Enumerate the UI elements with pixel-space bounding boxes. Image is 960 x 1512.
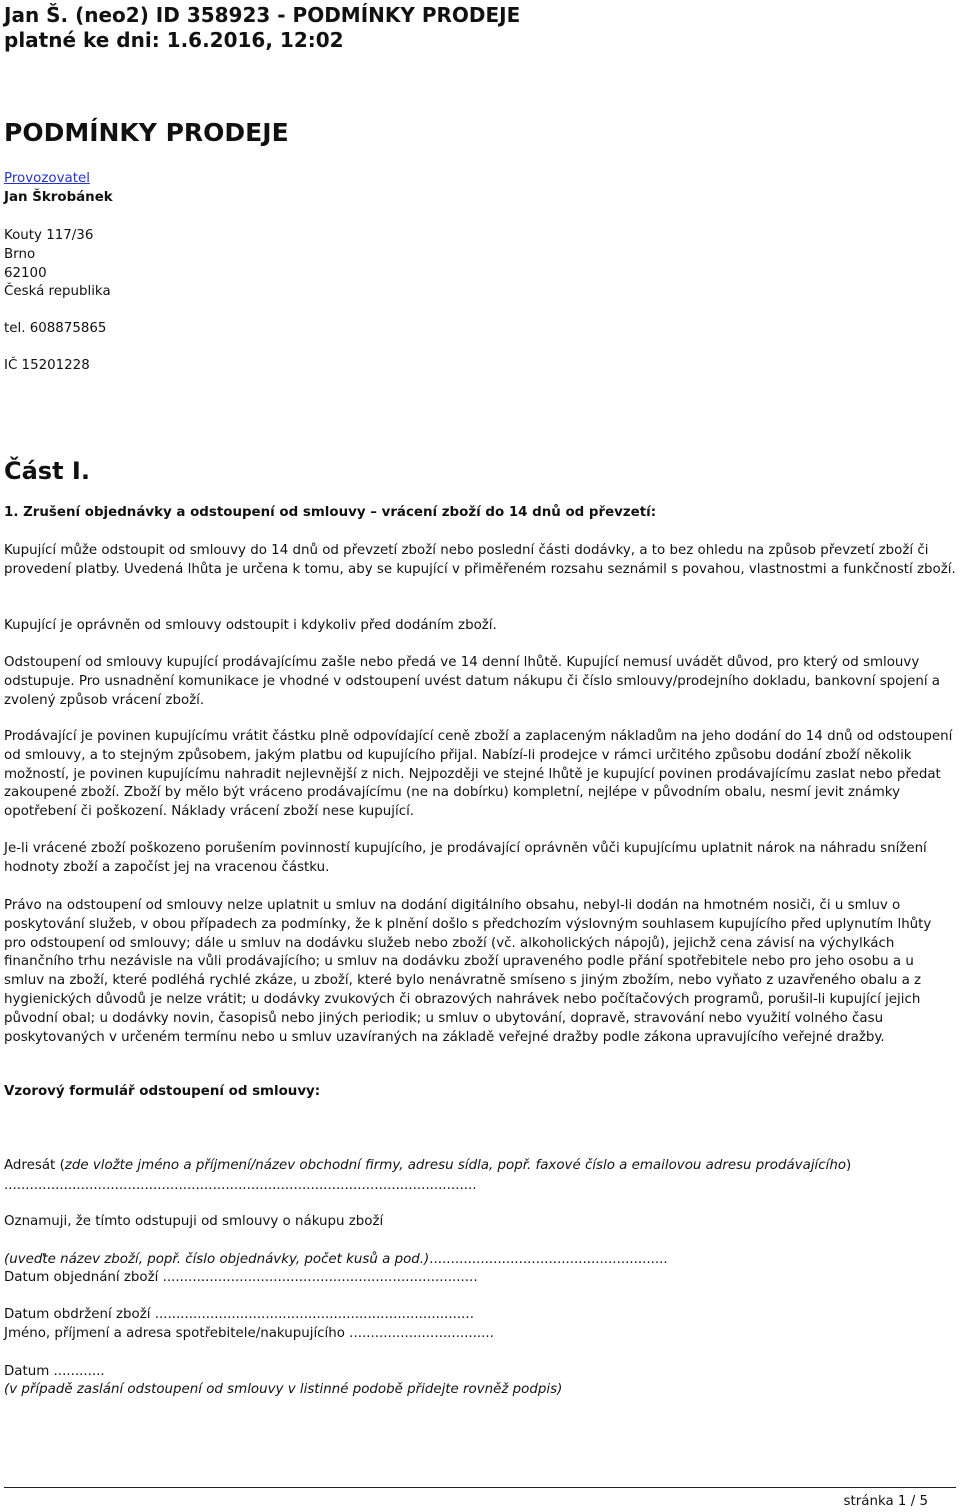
document-page (4, 0, 956, 1512)
paragraph-2: Kupující je oprávněn od smlouvy odstoupit i kdykoliv před dodáním zboží. (4, 618, 497, 633)
form-adresat-line (4, 1157, 851, 1175)
address-country: Česká republika (4, 284, 111, 300)
operator-phone: tel. 608875865 (4, 321, 107, 336)
form-goods-line (4, 1251, 668, 1269)
form-date: Datum ............ (4, 1364, 105, 1379)
adresat-hint: zde vložte jméno a příjmení/název obchodní firmy, adresu sídla, popř. faxové číslo a emailovou adresu prodávajícího (64, 1158, 847, 1173)
form-received-date: Datum obdržení zboží ........................................................................... (4, 1307, 474, 1322)
paragraph-6: Právo na odstoupení od smlouvy nelze uplatnit u smluv na dodání digitálního obsahu, nebyl-li dodán na hmotném nosiči, či u smluv o poskytování služeb, v obou případech za podmínky, že k plnění došlo s předchozím výslovným souhlasem kupujícího před uplynutím lhůty pro odstoupení od smlouvy; dále u smluv na dodávku služeb nebo zboží (vč. alkoholických nápojů), jejichž cena závisí na výchylkách finančního trhu nezávisle na vůli prodávajícího; u smluv na dodávku zboží upraveného podle přání spotřebitele nebo pro jeho osobu a u smluv na zboží, které podléhá rychlé zkáze, u zboží, které bylo nenávratně smíseno s jiným zbožím, nebo vyňato z uzavřeného obalu a z hygienických důvodů je nelze vrátit; u dodávky zvukových či obrazových nahrávek nebo počítačových programů, porušil-li kupující jejich původní obal; u dodávky novin, časopisů nebo jiných periodik; u smluv o ubytování, dopravě, stravování nebo využití volného času poskytovaných v určeném termínu nebo u smluv uzavíraných na základě veřejné dražby podle zákona upravujícího veřejné dražby. (4, 898, 932, 1045)
address-street: Kouty 117/36 (4, 228, 94, 243)
page-number: stránka 1 / 5 (843, 1494, 928, 1509)
paragraph-1: Kupující může odstoupit od smlouvy do 14 dnů od převzetí zboží nebo poslední části dodávky, a to bez ohledu na způsob převzetí zboží či provedení platby. Uvedená lhůta je určena k tomu, aby se kupující v přiměřeném rozsahu seznámil s povahou, vlastnostmi a funkčností zboží. (4, 543, 956, 577)
operator-address (4, 227, 956, 302)
form-heading: Vzorový formulář odstoupení od smlouvy: (4, 1084, 321, 1099)
paragraph-5: Je-li vrácené zboží poškozeno porušením povinností kupujícího, je prodávající oprávněn vůči kupujícímu uplatnit nárok na náhradu snížení hodnoty zboží a započíst jej na vracenou částku. (4, 841, 927, 875)
section-title: 1. Zrušení objednávky a odstoupení od smlouvy – vrácení zboží do 14 dnů od převzetí: (4, 505, 657, 520)
page-title: PODMÍNKY PRODEJE (4, 118, 289, 147)
operator-ico: IČ 15201228 (4, 358, 90, 373)
form-name-address: Jméno, příjmení a adresa spotřebitele/nakupujícího .................................. (4, 1326, 494, 1341)
form-signature-hint: (v případě zaslání odstoupení od smlouvy v listinné podobě přidejte rovněž podpis) (4, 1382, 563, 1397)
part-heading: Část I. (4, 457, 90, 485)
paragraph-3: Odstoupení od smlouvy kupující prodávajícímu zašle nebo předá ve 14 denní lhůtě. Kupující nemusí uvádět důvod, pro který od smlouvy odstupuje. Pro usnadnění komunikace je vhodné v odstoupení uvést datum nákupu či číslo smlouvy/prodejního dokladu, bankovní spojení a zvolený způsob vrácení zboží. (4, 655, 940, 708)
document-header-date: platné ke dni: 1.6.2016, 12:02 (4, 28, 344, 52)
paragraph-4: Prodávající je povinen kupujícímu vrátit částku plně odpovídající ceně zboží a zaplaceným nákladům na jeho dodání do 14 dnů od odstoupení od smlouvy, a to stejným způsobem, jakým platbu od kupujícího přijal. Nabízí-li prodejce v rámci určitého způsobu dodání zboží několik možností, je povinen kupujícímu nahradit nejlevnější z nich. Nejpozději ve stejné lhůtě je kupující povinen prodávajícímu zaslat nebo předat zakoupené zboží. Zboží by mělo být vráceno prodávajícímu (ne na dobírku) kompletní, nejlépe v původním obalu, nesmí jevit známky opotřebení či poškození. Náklady vrácení zboží nese kupující. (4, 729, 953, 820)
document-header-title: Jan Š. (neo2) ID 358923 - PODMÍNKY PRODEJE (4, 3, 521, 27)
adresat-label: Adresát ( (4, 1158, 65, 1173)
form-order-date: Datum objednání zboží .......................................................................... (4, 1270, 478, 1285)
footer-divider (4, 1487, 956, 1488)
goods-hint: (uveďte název zboží, popř. číslo objednávky, počet kusů a pod.) (4, 1252, 430, 1267)
operator-block (4, 170, 956, 208)
form-oznamuji: Oznamuji, že tímto odstupuji od smlouvy o nákupu zboží (4, 1214, 384, 1229)
address-city: Brno (4, 246, 36, 262)
goods-dots: ........................................................ (429, 1252, 668, 1267)
operator-link[interactable]: Provozovatel (4, 171, 90, 186)
adresat-dots: ............................................................................................................... (4, 1178, 477, 1193)
operator-name: Jan Škrobánek (4, 189, 113, 205)
adresat-close: ) (846, 1158, 852, 1173)
address-zip: 62100 (4, 265, 47, 281)
